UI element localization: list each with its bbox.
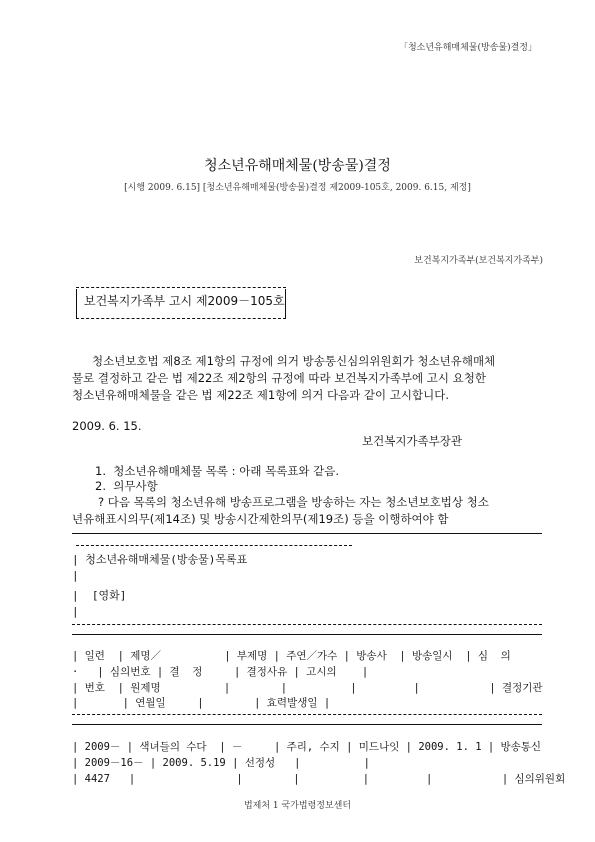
- paragraph-line-1: 청소년보호법 제8조 제1항의 규정에 의거 방송통신심의위원회가 청소년유해매체: [92, 354, 496, 368]
- table-header-row: | 번호 | 원제명 | | | | | 결정기관: [72, 682, 543, 694]
- running-header: 「청소년유해매체물(방송물)결정」: [398, 43, 537, 53]
- table-header-row: · | 심의번호 | 결 정 | 결정사유 | 고시의 |: [72, 666, 369, 678]
- paragraph-line-2: 물로 결정하고 같은 법 제22조 제2항의 규정에 따라 보건복지가족부에 고시 요청한: [72, 371, 486, 385]
- item-2-line-1: ? 다음 목록의 청소년유해 방송프로그램을 방송하는 자는 청소년보호법상 청소: [98, 495, 489, 509]
- list-blank-row: |: [72, 569, 79, 582]
- list-blank-row: |: [72, 605, 79, 618]
- list-title: | 청소년유해매체물(방송물)목록표: [72, 553, 248, 566]
- document-title: 청소년유해매체물(방송물)결정: [204, 158, 391, 174]
- ministry-name: 보건복지가족부(보건복지가족부): [414, 256, 543, 266]
- paragraph-line-3: 청소년유해매체물을 같은 법 제22조 제1항에 의거 다음과 같이 고시합니다.: [72, 388, 450, 402]
- notice-number: 보건복지가족부 고시 제2009－105호: [84, 294, 285, 308]
- page-footer: 법제처 1 국가법령정보센터: [243, 801, 352, 811]
- document-subtitle: [시행 2009. 6.15] [청소년유해매체물(방송물)결정 제2009-105호, 2009. 6.15, 제정]: [124, 183, 471, 193]
- list-category: | [영화]: [72, 589, 127, 602]
- signer: 보건복지가족부장관: [362, 434, 462, 448]
- item-1: 1. 청소년유해매체물 목록 : 아래 목록표와 같음.: [95, 464, 340, 478]
- table-header-row: | 일련 | 제명／ | 부제명 | 주연／가수 | 방송사 | 방송일시 | 심 의: [72, 650, 511, 662]
- item-2: 2. 의무사항: [95, 479, 158, 493]
- table-row: | 2009－ | 색녀들의 수다 | － | 주리, 수지 | 미드나잇 | 2009. 1. 1 | 방송통신: [72, 741, 542, 753]
- item-2-line-2: 년유해표시의무(제14조) 및 방송시간제한의무(제19조) 등을 이행하여야 함: [72, 512, 449, 526]
- table-header-row: | | 연월일 | | 효력발생일 |: [72, 697, 331, 709]
- table-row: | 4427 | | | | | | 심의위원회: [72, 773, 566, 785]
- table-row: | 2009－16－ | 2009. 5.19 | 선정성 | |: [72, 757, 370, 769]
- notice-date: 2009. 6. 15.: [72, 419, 142, 433]
